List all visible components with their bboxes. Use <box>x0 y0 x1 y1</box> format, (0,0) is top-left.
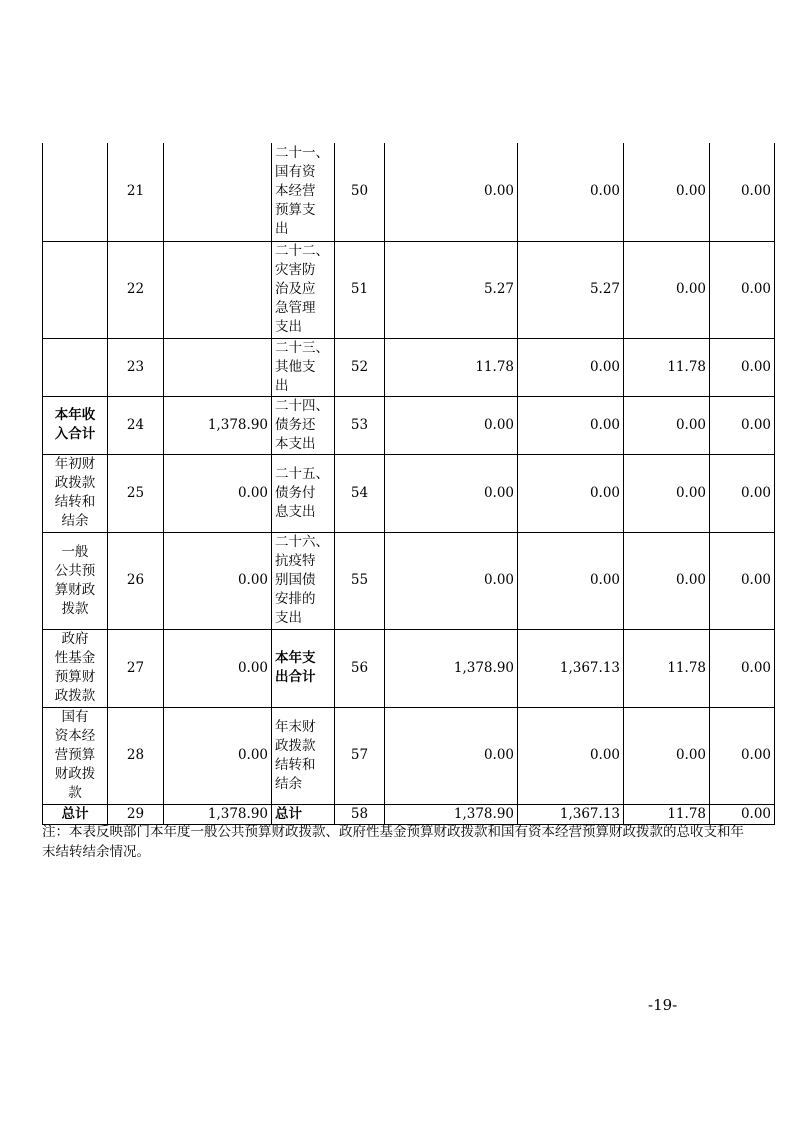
cell-expense-no: 50 <box>335 143 385 241</box>
cell-general: 1,367.13 <box>518 629 624 707</box>
cell-expense-no: 58 <box>335 804 385 824</box>
cell-fund: 11.78 <box>624 804 710 824</box>
cell-state: 0.00 <box>710 629 775 707</box>
cell-state: 0.00 <box>710 241 775 338</box>
cell-income-item <box>43 338 108 396</box>
table-row <box>43 454 775 532</box>
cell-fund: 11.78 <box>624 338 710 396</box>
cell-income-item: 一般 公共预 算财政 拨款 <box>43 532 108 629</box>
cell-state: 0.00 <box>710 338 775 396</box>
cell-income-item: 总计 <box>43 804 108 824</box>
cell-expense-item: 二十一、 国有资 本经营 预算支 出 <box>272 143 335 241</box>
cell-income-no: 26 <box>108 532 164 629</box>
cell-state: 0.00 <box>710 707 775 804</box>
cell-total: 0.00 <box>385 532 518 629</box>
cell-total: 0.00 <box>385 143 518 241</box>
cell-state: 0.00 <box>710 532 775 629</box>
cell-fund: 0.00 <box>624 707 710 804</box>
cell-income-no: 21 <box>108 143 164 241</box>
cell-income-amount: 0.00 <box>164 707 272 804</box>
cell-total: 0.00 <box>385 454 518 532</box>
cell-total: 5.27 <box>385 241 518 338</box>
cell-expense-item: 二十四、 债务还 本支出 <box>272 396 335 454</box>
cell-income-item: 年初财 政拨款 结转和 结余 <box>43 454 108 532</box>
cell-income-no: 24 <box>108 396 164 454</box>
cell-expense-no: 51 <box>335 241 385 338</box>
cell-income-amount: 1,378.90 <box>164 396 272 454</box>
cell-general: 0.00 <box>518 707 624 804</box>
cell-fund: 0.00 <box>624 143 710 241</box>
cell-general: 0.00 <box>518 338 624 396</box>
cell-income-no: 29 <box>108 804 164 824</box>
cell-income-no: 23 <box>108 338 164 396</box>
table-row <box>43 629 775 707</box>
table-row <box>43 338 775 396</box>
cell-fund: 0.00 <box>624 454 710 532</box>
cell-income-amount: 0.00 <box>164 629 272 707</box>
cell-general: 0.00 <box>518 532 624 629</box>
cell-state: 0.00 <box>710 143 775 241</box>
table-note: 注：本表反映部门本年度一般公共预算财政拨款、政府性基金预算财政拨款和国有资本经营预算财政拨款的总收支和年末结转结余情况。 <box>42 824 744 860</box>
cell-income-amount <box>164 241 272 338</box>
cell-expense-item: 本年支 出合计 <box>272 629 335 707</box>
cell-total: 1,378.90 <box>385 629 518 707</box>
cell-expense-item: 二十六、 抗疫特 别国债 安排的 支出 <box>272 532 335 629</box>
cell-income-no: 28 <box>108 707 164 804</box>
cell-fund: 11.78 <box>624 629 710 707</box>
cell-income-amount <box>164 143 272 241</box>
cell-income-no: 22 <box>108 241 164 338</box>
cell-expense-no: 52 <box>335 338 385 396</box>
cell-expense-no: 57 <box>335 707 385 804</box>
cell-income-amount <box>164 338 272 396</box>
cell-general: 1,367.13 <box>518 804 624 824</box>
table-row <box>43 241 775 338</box>
cell-expense-no: 54 <box>335 454 385 532</box>
cell-expense-item: 二十二、 灾害防 治及应 急管理 支出 <box>272 241 335 338</box>
cell-income-item: 国有 资本经 营预算 财政拨 款 <box>43 707 108 804</box>
table-row <box>43 707 775 804</box>
cell-income-item: 本年收 入合计 <box>43 396 108 454</box>
cell-income-amount: 1,378.90 <box>164 804 272 824</box>
cell-general: 0.00 <box>518 396 624 454</box>
cell-expense-no: 56 <box>335 629 385 707</box>
cell-state: 0.00 <box>710 396 775 454</box>
table-row <box>43 804 775 824</box>
cell-fund: 0.00 <box>624 241 710 338</box>
fiscal-appropriation-table <box>42 143 775 825</box>
cell-expense-item: 年末财 政拨款 结转和 结余 <box>272 707 335 804</box>
cell-total: 0.00 <box>385 396 518 454</box>
cell-general: 0.00 <box>518 454 624 532</box>
cell-total: 1,378.90 <box>385 804 518 824</box>
cell-general: 5.27 <box>518 241 624 338</box>
cell-expense-item: 二十五、 债务付 息支出 <box>272 454 335 532</box>
cell-income-amount: 0.00 <box>164 454 272 532</box>
cell-expense-no: 53 <box>335 396 385 454</box>
table-row <box>43 143 775 241</box>
cell-income-item <box>43 241 108 338</box>
cell-income-no: 25 <box>108 454 164 532</box>
cell-state: 0.00 <box>710 454 775 532</box>
cell-fund: 0.00 <box>624 532 710 629</box>
cell-fund: 0.00 <box>624 396 710 454</box>
cell-general: 0.00 <box>518 143 624 241</box>
cell-income-amount: 0.00 <box>164 532 272 629</box>
table-row <box>43 396 775 454</box>
cell-income-no: 27 <box>108 629 164 707</box>
cell-total: 11.78 <box>385 338 518 396</box>
cell-income-item: 政府 性基金 预算财 政拨款 <box>43 629 108 707</box>
cell-income-item <box>43 143 108 241</box>
cell-expense-no: 55 <box>335 532 385 629</box>
page-number: -19- <box>648 996 678 1014</box>
cell-expense-item: 总计 <box>272 804 335 824</box>
table-row <box>43 532 775 629</box>
cell-expense-item: 二十三、 其他支 出 <box>272 338 335 396</box>
cell-total: 0.00 <box>385 707 518 804</box>
cell-state: 0.00 <box>710 804 775 824</box>
